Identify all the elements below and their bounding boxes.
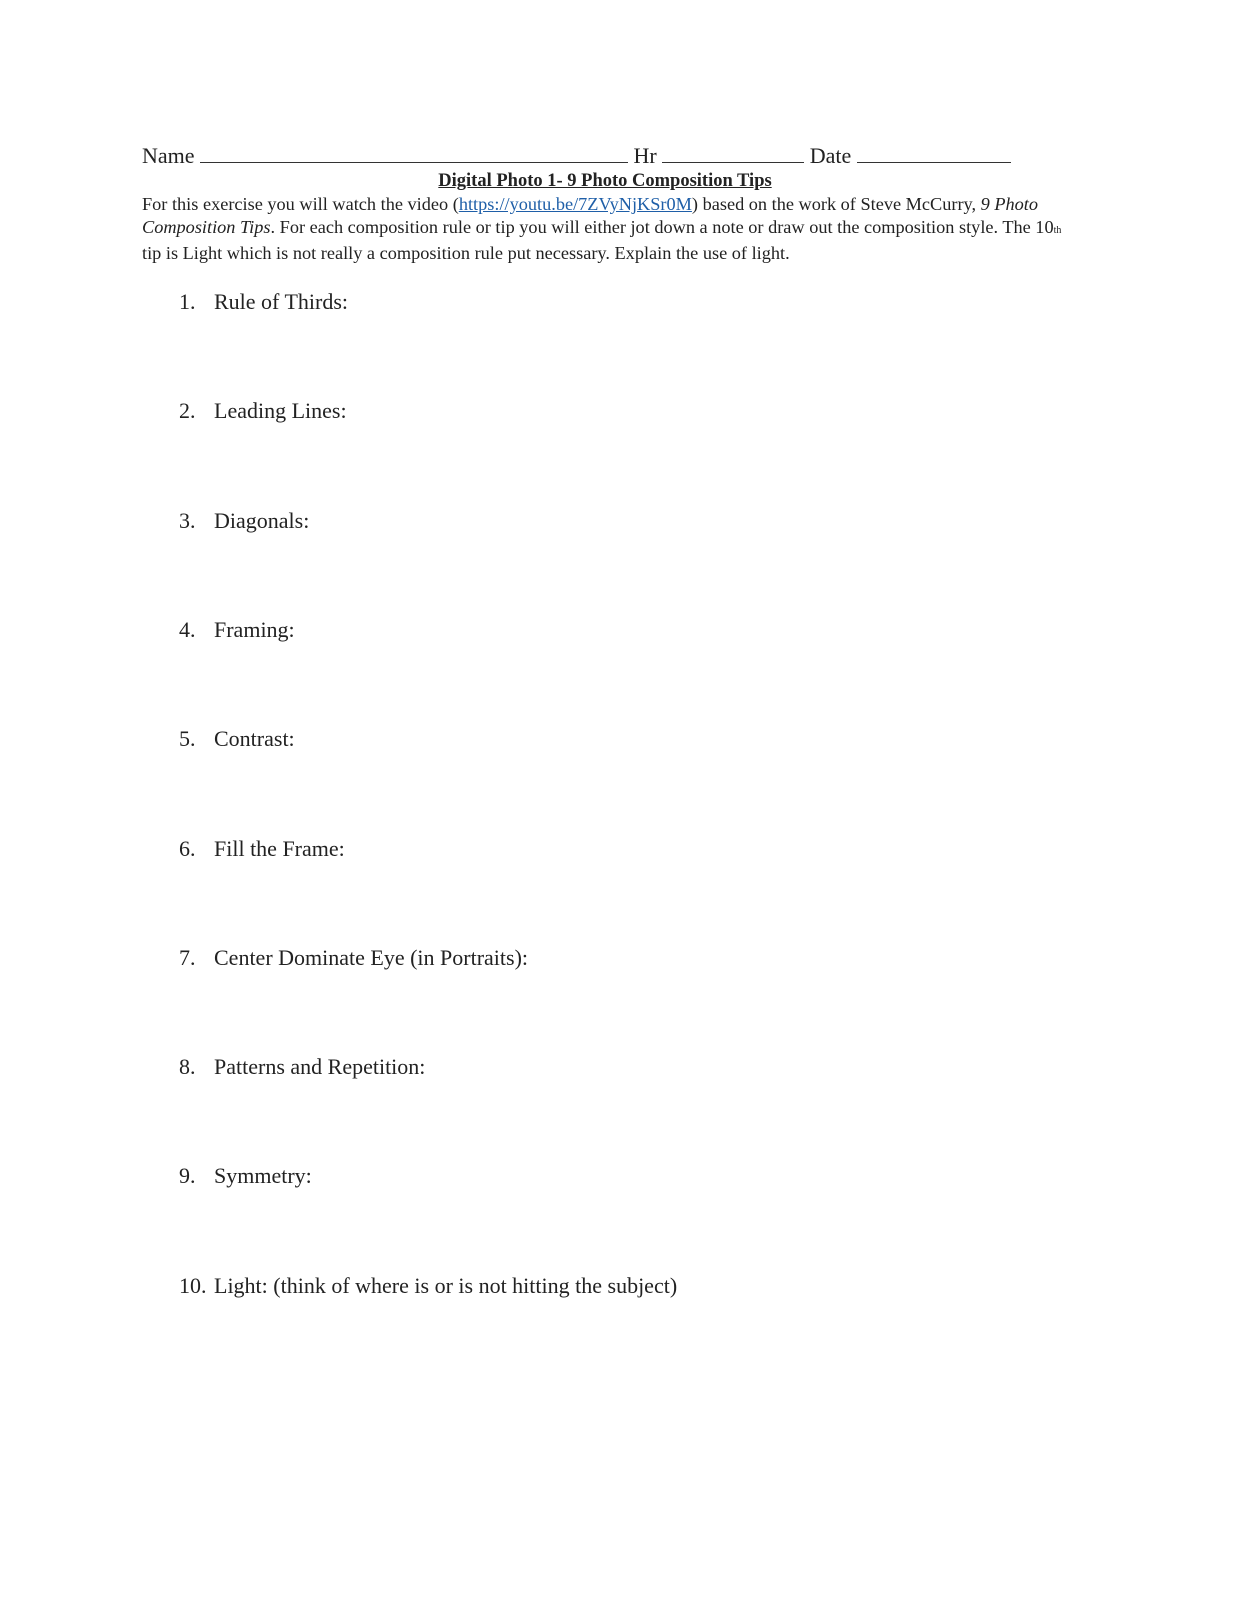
- item-label: Contrast:: [214, 726, 295, 752]
- item-label: Rule of Thirds:: [214, 289, 349, 314]
- item-label: Fill the Frame:: [214, 835, 345, 861]
- video-title: 9 Photo Composition Tips: [142, 194, 1039, 237]
- header-fields: [142, 143, 1011, 169]
- item-label: Leading Lines:: [214, 398, 347, 424]
- item-label: Light: (think of where is or is not hitting the subject): [214, 1272, 678, 1298]
- item-label: Center Dominate Eye (in Portraits):: [214, 944, 529, 970]
- intro-text: . For each composition rule or tip you will either jot down a note or draw out the composition style. The 10: [270, 217, 1054, 237]
- item-label: Symmetry:: [214, 1163, 312, 1189]
- list-item: [179, 1054, 425, 1080]
- intro-text: tip is Light which is not really a composition rule put necessary. Explain the use of light.: [142, 243, 790, 263]
- item-number: 3.: [179, 507, 196, 533]
- list-item: [179, 1273, 677, 1299]
- list-item: [179, 726, 295, 752]
- item-label: Patterns and Repetition:: [214, 1054, 426, 1080]
- date-blank[interactable]: [857, 144, 1011, 163]
- document-title: Digital Photo 1- 9 Photo Composition Tips: [438, 171, 772, 191]
- item-number: 8.: [179, 1054, 196, 1080]
- item-number: 6.: [179, 835, 196, 861]
- hr-label: Hr: [633, 143, 657, 168]
- ordinal-suffix: th: [1053, 225, 1062, 236]
- item-number: 9.: [179, 1163, 196, 1189]
- list-item: [179, 617, 295, 643]
- list-item: [179, 289, 348, 315]
- list-item: [179, 508, 309, 534]
- intro-text: ) based on the work of Steve McCurry,: [691, 194, 981, 214]
- intro-paragraph: [142, 193, 1072, 265]
- list-item: [179, 1163, 312, 1189]
- name-blank[interactable]: [200, 144, 628, 163]
- name-label: Name: [142, 143, 195, 168]
- item-number: 10.: [179, 1272, 207, 1298]
- item-number: 2.: [179, 398, 196, 424]
- item-label: Diagonals:: [214, 507, 310, 533]
- hr-blank[interactable]: [662, 144, 804, 163]
- intro-text: For this exercise you will watch the video (: [142, 194, 459, 214]
- list-item: [179, 398, 347, 424]
- item-number: 4.: [179, 616, 196, 642]
- item-label: Framing:: [214, 616, 295, 642]
- video-link[interactable]: https://youtu.be/7ZVyNjKSr0M: [458, 194, 692, 214]
- item-number: 5.: [179, 726, 196, 752]
- list-item: [179, 945, 528, 971]
- list-item: [179, 836, 345, 862]
- date-label: Date: [809, 143, 852, 168]
- item-number: 1.: [179, 289, 196, 314]
- item-number: 7.: [179, 944, 196, 970]
